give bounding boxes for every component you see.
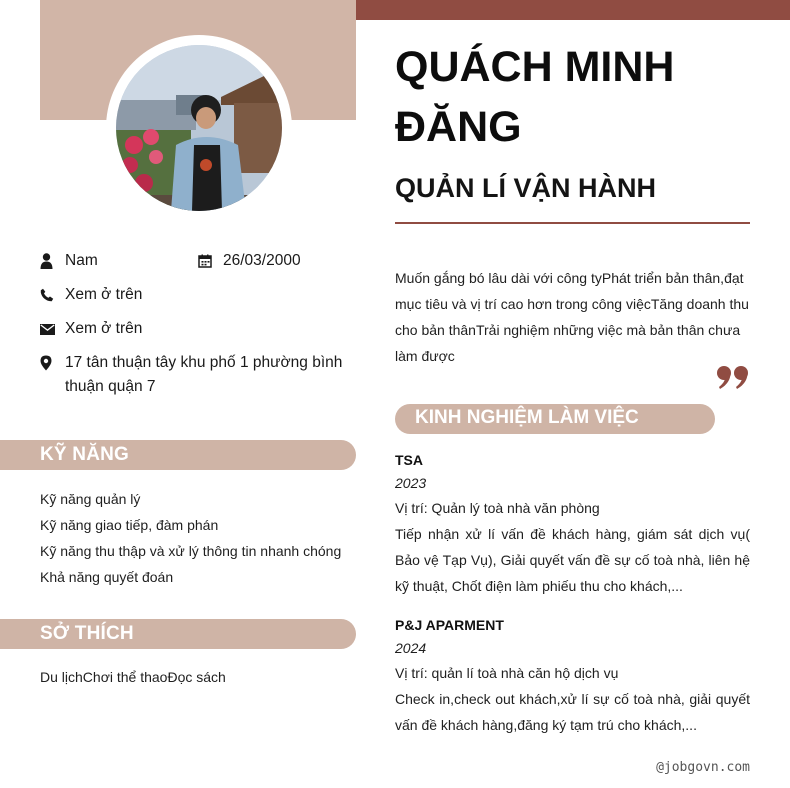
person-icon bbox=[40, 249, 65, 273]
career-objective: Muốn gắng bó lâu dài với công tyPhát triển bản thân,đạt mục tiêu và vị trí cao hơn trong công việcTăng doanh thu cho bản thânTrải nghiệm những việc mà bản thân chưa làm được bbox=[395, 270, 749, 364]
experience-year: 2024 bbox=[395, 640, 427, 656]
experience-year: 2023 bbox=[395, 475, 427, 491]
birthdate-row bbox=[198, 249, 301, 273]
experience-company: TSA bbox=[395, 452, 423, 468]
hobbies-text: Du lịchChơi thể thaoĐọc sách bbox=[40, 669, 226, 685]
experience-description: Tiếp nhận xử lí vấn đề khách hàng, giám sát dịch vụ( Bảo vệ Tạp Vụ), Giải quyết vấn đề sự cố toà nhà, liên hệ kỹ thuật, Chốt điện làm phiếu thu cho khách,... bbox=[395, 526, 750, 594]
experience-heading: KINH NGHIỆM LÀM VIỆC bbox=[415, 407, 639, 428]
phone-icon bbox=[40, 283, 65, 307]
experience-position: Vị trí: quản lí toà nhà căn hộ dịch vụ bbox=[395, 665, 619, 681]
gender-value: Nam bbox=[65, 252, 98, 269]
calendar-icon bbox=[198, 249, 223, 273]
skills-section-header bbox=[0, 440, 356, 470]
hobbies-section-header bbox=[0, 619, 356, 649]
experience-position: Vị trí: Quản lý toà nhà văn phòng bbox=[395, 500, 600, 516]
job-title: QUẢN LÍ VẬN HÀNH bbox=[395, 173, 656, 203]
title-divider bbox=[395, 222, 750, 224]
experience-description: Check in,check out khách,xử lí sự cố toà nhà, giải quyết vấn đề khách hàng,đăng ký tạm trú cho khách,... bbox=[395, 691, 750, 733]
skill-item: Kỹ năng giao tiếp, đàm phán bbox=[40, 517, 219, 533]
email-value: Xem ở trên bbox=[65, 320, 143, 337]
experience-company: P&J APARMENT bbox=[395, 617, 504, 633]
address-row bbox=[40, 351, 356, 399]
skills-heading: KỸ NĂNG bbox=[40, 444, 130, 465]
skill-item: Kỹ năng thu thập và xử lý thông tin nhanh chóng bbox=[40, 543, 342, 559]
address-value: 17 tân thuận tây khu phố 1 phường bình thuận quận 7 bbox=[65, 354, 343, 395]
phone-row bbox=[40, 283, 142, 307]
skills-list bbox=[40, 486, 341, 590]
envelope-icon bbox=[40, 317, 65, 341]
skill-item: Kỹ năng quản lý bbox=[40, 491, 141, 507]
email-row bbox=[40, 317, 142, 341]
phone-value: Xem ở trên bbox=[65, 286, 143, 303]
quote-icon bbox=[716, 364, 752, 397]
hobbies-heading: SỞ THÍCH bbox=[40, 623, 134, 644]
birthdate-value: 26/03/2000 bbox=[223, 252, 301, 269]
candidate-name: QUÁCH MINH ĐĂNG bbox=[395, 43, 675, 151]
map-pin-icon bbox=[40, 351, 65, 375]
gender-row bbox=[40, 249, 98, 273]
top-accent-bar bbox=[356, 0, 790, 20]
avatar bbox=[116, 45, 282, 211]
experience-section-header bbox=[395, 404, 715, 434]
skill-item: Khả năng quyết đoán bbox=[40, 569, 174, 585]
footer-watermark: @jobgovn.com bbox=[656, 760, 750, 775]
